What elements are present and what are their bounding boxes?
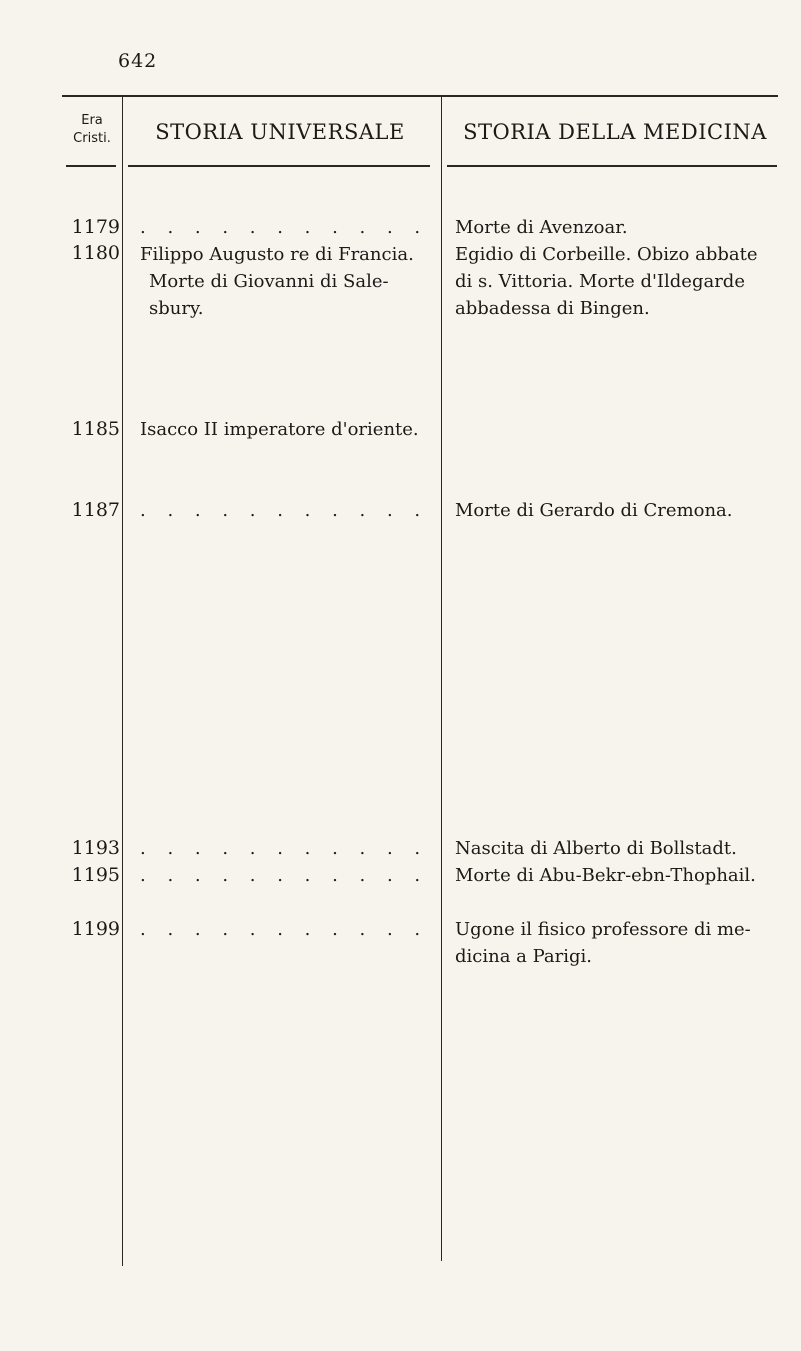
universal-1180 [140, 241, 435, 322]
era-header [64, 112, 120, 148]
medicine-1195: Morte di Abu-Bekr-ebn-Thophail. [455, 865, 756, 886]
medicine-1199-line2: dicina a Parigi. [455, 946, 593, 967]
medicine-1179: Morte di Avenzoar. [455, 217, 628, 238]
year-1199: 1199 [71, 918, 120, 940]
universal-history-header: STORIA UNIVERSALE [155, 120, 405, 144]
universal-1199: . . . . . . . . . . . [140, 919, 429, 940]
year-1180: 1180 [71, 242, 120, 264]
column-divider-left [122, 96, 123, 1266]
medicine-1180-line3: abbadessa di Bingen. [455, 298, 650, 319]
medicine-1180-line2: di s. Vittoria. Morte d'Ildegarde [455, 271, 745, 292]
medicine-1199-line1: Ugone il fisico professore di me- [455, 919, 751, 940]
year-1195: 1195 [71, 864, 120, 886]
year-1193: 1193 [71, 837, 120, 859]
year-1187: 1187 [71, 499, 120, 521]
medicine-1199 [455, 916, 790, 970]
era-header-line2: Cristi. [73, 131, 111, 146]
medicine-1180 [455, 241, 790, 322]
universal-1193: . . . . . . . . . . . [140, 838, 429, 859]
header-rule-medicine [447, 165, 777, 167]
universal-1180-line1: Filippo Augusto re di Francia. [140, 244, 414, 265]
universal-1187: . . . . . . . . . . . [140, 500, 429, 521]
medicine-history-header: STORIA DELLA MEDICINA [463, 120, 767, 144]
year-1179: 1179 [71, 216, 120, 238]
universal-1185: Isacco II imperatore d'oriente. [140, 419, 419, 440]
header-rule-era [66, 165, 116, 167]
medicine-1187: Morte di Gerardo di Cremona. [455, 500, 733, 521]
medicine-1180-line1: Egidio di Corbeille. Obizo abbate [455, 244, 758, 265]
era-header-line1: Era [81, 113, 103, 128]
page-number: 642 [118, 50, 158, 72]
medicine-1193: Nascita di Alberto di Bollstadt. [455, 838, 737, 859]
universal-1180-line2: Morte di Giovanni di Sale- [149, 271, 389, 292]
top-rule [62, 95, 778, 97]
universal-1195: . . . . . . . . . . . [140, 865, 429, 886]
column-divider-right [441, 96, 442, 1261]
header-rule-universal [128, 165, 430, 167]
universal-1179: . . . . . . . . . . . [140, 217, 429, 238]
year-1185: 1185 [71, 418, 120, 440]
universal-1180-line3: sbury. [149, 298, 204, 319]
